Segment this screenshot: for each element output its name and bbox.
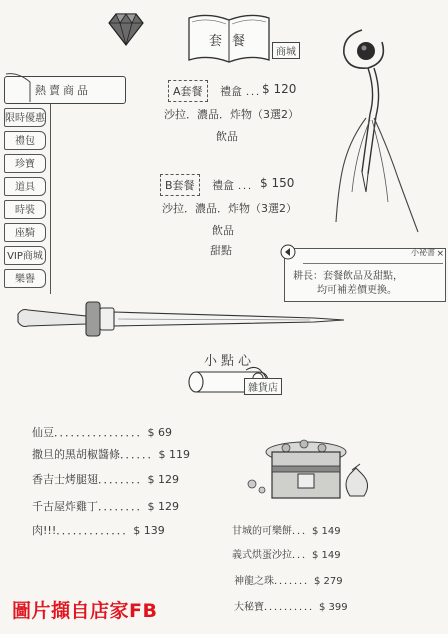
sidebar-item-fashion[interactable]: 時裝 bbox=[4, 200, 46, 219]
sidebar-item-limited-offer[interactable]: 限時優惠 bbox=[4, 108, 46, 127]
treasure-price: $ 149 bbox=[312, 526, 341, 537]
treasure-dots: ．．．．．．． bbox=[274, 576, 314, 587]
treasure-dots: ．．．．．．．．．． bbox=[264, 602, 319, 613]
diamond-icon bbox=[108, 12, 144, 46]
snack-dots: ．．．．．．．． bbox=[98, 473, 148, 486]
treasure-chest-icon bbox=[246, 434, 374, 504]
sidebar-item-items[interactable]: 道具 bbox=[4, 177, 46, 196]
treasure-name: 大秘寶 bbox=[234, 602, 264, 613]
sidebar-item-vip-store[interactable]: VIP商城 bbox=[4, 246, 46, 265]
set-a-tag: 禮盒 bbox=[220, 85, 242, 98]
list-item[interactable] bbox=[234, 598, 348, 613]
snack-price: $ 69 bbox=[147, 426, 172, 439]
treasure-list bbox=[232, 520, 432, 613]
treasure-name: 甘城的可樂餅 bbox=[232, 526, 292, 537]
snack-price: $ 129 bbox=[147, 500, 179, 513]
set-a-title: A套餐 bbox=[168, 80, 208, 102]
snack-price: $ 129 bbox=[147, 473, 179, 486]
tooltip-text-line2: 均可補差價更換。 bbox=[317, 285, 397, 296]
treasure-price: $ 279 bbox=[314, 576, 343, 587]
treasure-dots: ．．． bbox=[292, 550, 312, 561]
tooltip-close-button[interactable]: × bbox=[436, 249, 444, 259]
featured-tab-label: 熱賣商品 bbox=[35, 84, 91, 97]
sidebar-item-treasure[interactable]: 珍寶 bbox=[4, 154, 46, 173]
set-b-line3: 甜點 bbox=[210, 244, 232, 257]
list-item[interactable] bbox=[232, 546, 341, 561]
set-a-line2: 飲品 bbox=[216, 130, 238, 143]
list-item[interactable] bbox=[32, 424, 172, 440]
tooltip-text-line1: 耕長：套餐飲品及甜點， bbox=[293, 271, 403, 282]
snack-name: 香吉士烤腿翅 bbox=[32, 473, 98, 486]
snack-dots: ．．．．．．．． bbox=[98, 500, 148, 513]
featured-tab-ornament bbox=[4, 70, 34, 104]
secretary-tooltip bbox=[284, 248, 446, 302]
snack-price: $ 119 bbox=[158, 448, 190, 461]
tooltip-header: 小祕書 bbox=[411, 248, 435, 257]
treasure-name: 義式烘蛋沙拉 bbox=[232, 550, 292, 561]
treasure-dots: ．．． bbox=[292, 526, 312, 537]
set-a-card[interactable] bbox=[164, 76, 344, 156]
sidebar-divider bbox=[50, 104, 51, 294]
set-b-line2: 飲品 bbox=[212, 224, 234, 237]
sidebar bbox=[0, 104, 60, 294]
list-item[interactable] bbox=[32, 498, 179, 514]
sidebar-item-mount[interactable]: 座騎 bbox=[4, 223, 46, 242]
sword-illustration bbox=[14, 296, 350, 340]
treasure-price: $ 149 bbox=[312, 550, 341, 561]
snack-name: 肉!!! bbox=[32, 524, 57, 537]
sidebar-item-honor[interactable]: 樂譽 bbox=[4, 269, 46, 288]
treasure-name: 神龍之珠 bbox=[234, 576, 274, 587]
set-b-tag: 禮盒 bbox=[212, 179, 234, 192]
snack-dots: ．．．．．． bbox=[120, 448, 159, 461]
set-a-line1: 沙拉．濃品．炸物（3選2） bbox=[164, 108, 299, 121]
snack-name: 千古屋炸雞丁 bbox=[32, 500, 98, 513]
set-b-title: B套餐 bbox=[160, 174, 200, 196]
set-b-line1: 沙拉．濃品．炸物（3選2） bbox=[162, 202, 297, 215]
snack-dots: ．．．．．．．．．．．．． bbox=[56, 524, 134, 537]
snack-name: 仙豆 bbox=[32, 426, 54, 439]
list-item[interactable] bbox=[32, 446, 190, 462]
sidebar-item-gift-pack[interactable]: 禮包 bbox=[4, 131, 46, 150]
snacks-title: 小點心 bbox=[204, 354, 256, 369]
set-b-price: $ 150 bbox=[260, 176, 295, 190]
book-title: 套餐 bbox=[208, 34, 255, 49]
list-item[interactable] bbox=[232, 522, 341, 537]
list-item[interactable] bbox=[234, 572, 343, 587]
set-b-dots: ．．． bbox=[238, 181, 258, 192]
tooltip-divider bbox=[303, 263, 443, 264]
store-label: 商城 bbox=[272, 42, 300, 59]
list-item[interactable] bbox=[32, 471, 179, 487]
snack-dots: ．．．．．．．．．．．．．．．． bbox=[54, 426, 148, 439]
shop-label: 雜貨店 bbox=[244, 378, 282, 395]
snack-name: 撒旦的黑胡椒醬條 bbox=[32, 448, 120, 461]
set-a-price: $ 120 bbox=[262, 82, 297, 96]
treasure-price: $ 399 bbox=[319, 602, 348, 613]
snack-price: $ 139 bbox=[133, 524, 165, 537]
list-item[interactable] bbox=[32, 522, 165, 538]
snack-list bbox=[32, 424, 222, 544]
image-credit: 圖片擷自店家FB bbox=[12, 600, 158, 622]
back-arrow-icon[interactable] bbox=[280, 244, 296, 260]
set-a-dots: ．．． bbox=[246, 87, 266, 98]
